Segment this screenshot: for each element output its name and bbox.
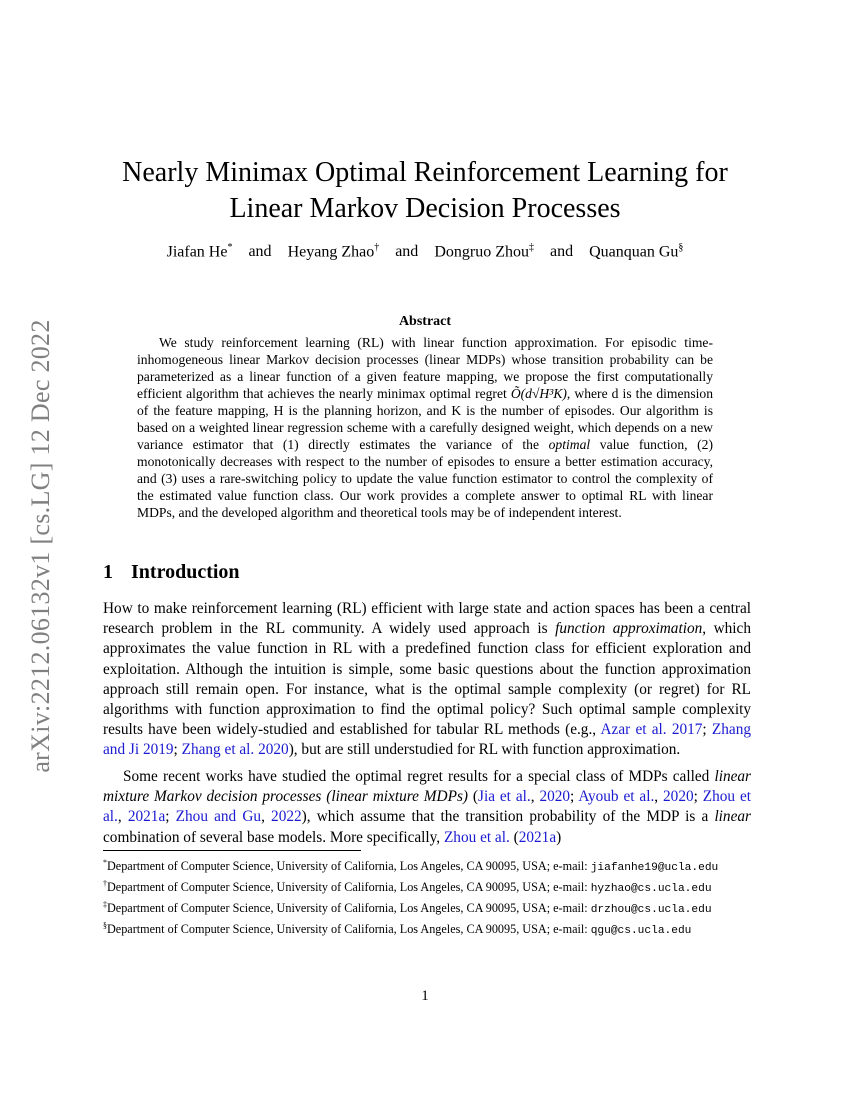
author-3-mark: ‡ <box>528 242 534 253</box>
p2-text-1: Some recent works have studied the optimal regret results for a special class of MDPs called <box>123 768 715 785</box>
author-list <box>100 242 750 261</box>
author-3 <box>434 242 534 261</box>
citation-separator: ; <box>173 741 182 759</box>
footnote-mark: † <box>103 879 107 889</box>
p1-emphasis: function approximation <box>555 620 703 638</box>
section-heading <box>103 561 240 584</box>
citation-year-link[interactable]: 2022 <box>271 808 302 826</box>
intro-paragraph-1 <box>103 599 751 761</box>
abstract-emphasis: optimal <box>548 437 591 452</box>
footnotes <box>103 855 751 939</box>
p2-emphasis-2: linear <box>714 808 751 826</box>
abstract-heading: Abstract <box>398 314 452 329</box>
title-line-1: Nearly Minimax Optimal Reinforcement Learning for <box>122 157 728 188</box>
p2-text-3: ), which assume that the transition probability of the MDP is a <box>301 808 715 826</box>
citation-separator: ; <box>693 788 703 806</box>
citation-link[interactable]: Jia et al. <box>478 788 531 806</box>
citation-separator: , <box>530 788 540 806</box>
footnote-email[interactable]: qgu@cs.ucla.edu <box>590 925 692 938</box>
abstract-body <box>137 334 713 521</box>
citation-separator: ; <box>570 788 579 806</box>
footnote-affiliation: Department of Computer Science, University of California, Los Angeles, CA 90095, USA; e-mail: <box>107 901 591 916</box>
footnote-mark: * <box>103 858 107 867</box>
author-1-name: Jiafan He <box>166 243 228 261</box>
abstract-text-2: , where d is the dimension of the feature mapping, H is the planning horizon, and K is the number of episodes. Our algorithm is based on a weighted linear regression scheme with a carefully designed weight, which depends on a new variance estimator that (1) directly estimates the variance of the <box>137 386 713 452</box>
citation-link[interactable]: Ayoub et al. <box>578 788 655 806</box>
footnote-2 <box>103 876 751 897</box>
citation-link[interactable]: Zhang and Ji 2019 <box>103 721 751 759</box>
footnote-affiliation: Department of Computer Science, University of California, Los Angeles, CA 90095, USA; e-mail: <box>107 859 591 874</box>
author-2-mark: † <box>374 242 380 253</box>
arxiv-identifier: arXiv:2212.06132v1 [cs.LG] 12 Dec 2022 <box>26 319 55 773</box>
section-title: Introduction <box>131 561 240 583</box>
citation-year-link[interactable]: 2020 <box>663 788 694 806</box>
author-3-name: Dongruo Zhou <box>434 243 529 261</box>
abstract-text-3: value function, (2) monotonically decreases with respect to the number of episodes to ensure a better estimation accuracy, and (3) uses a rare-switching policy to update the value function estimator to control the complexity of the estimated value function class. Our work provides a complete answer to optimal RL with linear MDPs, and the developed algorithm and theoretical tools may be of independent interest. <box>137 437 713 520</box>
citation-separator: , <box>654 788 664 806</box>
author-4-mark: § <box>678 242 684 253</box>
citation-link[interactable]: Zhou et al. <box>443 828 510 846</box>
citation-separator: , <box>117 808 128 826</box>
p1-text-3: ), but are still understudied for RL with function approximation. <box>288 741 681 759</box>
regret-formula: Õ(d√H³K) <box>510 386 567 401</box>
citation-link[interactable]: Zhou and Gu <box>175 808 262 826</box>
p1-text-1: How to make reinforcement learning (RL) efficient with large state and action spaces has been a central research problem in the RL community. A widely used approach is <box>103 600 751 638</box>
author-separator: and <box>549 243 574 261</box>
footnote-email[interactable]: hyzhao@cs.ucla.edu <box>590 883 712 896</box>
footnote-mark: ‡ <box>103 900 107 910</box>
citation-separator: ( <box>509 828 519 846</box>
footnote-3 <box>103 897 751 918</box>
author-2-name: Heyang Zhao <box>287 243 375 261</box>
citation-year-link[interactable]: 2021a <box>518 828 557 846</box>
abstract-text-1: We study reinforcement learning (RL) with linear function approximation. For episodic time-inhomogeneous linear Markov decision processes (linear MDPs) whose transition probability can be parameterized as a linear function of a given feature mapping, we propose the first computationally efficient algorithm that achieves the nearly minimax optimal regret <box>137 335 713 401</box>
citation-link[interactable]: Azar et al. 2017 <box>600 721 703 739</box>
author-separator: and <box>395 243 419 261</box>
footnote-email[interactable]: jiafanhe19@ucla.edu <box>590 862 719 875</box>
arxiv-sidebar-stamp <box>18 286 64 806</box>
page-number: 1 <box>421 988 429 1004</box>
citation-link[interactable]: Zhang et al. 2020 <box>181 741 289 759</box>
intro-paragraph-2 <box>103 767 751 848</box>
footnote-1 <box>103 855 751 876</box>
footnote-affiliation: Department of Computer Science, University of California, Los Angeles, CA 90095, USA; e-mail: <box>107 880 591 895</box>
author-1-mark: * <box>227 242 233 253</box>
author-4-name: Quanquan Gu <box>589 243 679 261</box>
footnote-email[interactable]: drzhou@cs.ucla.edu <box>590 904 712 917</box>
citation-year-link[interactable]: 2020 <box>539 788 571 806</box>
citation-separator: ; <box>165 808 176 826</box>
p2-text-2: ( <box>468 788 478 806</box>
footnote-rule <box>103 850 361 851</box>
citation-link[interactable]: Zhou et al. <box>103 788 752 826</box>
footnote-4 <box>103 918 751 939</box>
citation-year-link[interactable]: 2021a <box>127 808 166 826</box>
author-separator: and <box>248 243 272 261</box>
p2-text-4: combination of several base models. More specifically, <box>103 828 444 846</box>
section-number: 1 <box>103 561 113 583</box>
p2-text-5: ) <box>556 828 562 846</box>
citation-separator: ; <box>702 721 712 739</box>
footnote-affiliation: Department of Computer Science, University of California, Los Angeles, CA 90095, USA; e-mail: <box>107 922 591 937</box>
author-4 <box>589 242 683 261</box>
author-1 <box>167 242 233 261</box>
footnote-mark: § <box>103 921 107 931</box>
p1-text-2: , which approximates the value function in RL with a predefined function class for efficient exploration and exploitation. Although the intuition is simple, some basic questions about the function approximation approach still remain open. For instance, what is the optimal sample complexity (or regret) for RL algorithms with function approximation to find the optimal policy? Such optimal sample complexity results have been widely-studied and established for tabular RL methods (e.g., <box>103 620 751 739</box>
paper-title <box>100 155 750 227</box>
author-2 <box>288 242 380 261</box>
citation-separator: , <box>261 808 272 826</box>
title-line-2: Linear Markov Decision Processes <box>229 193 621 224</box>
p2-emphasis-1: linear mixture Markov decision processes (linear mixture MDPs) <box>103 768 751 806</box>
